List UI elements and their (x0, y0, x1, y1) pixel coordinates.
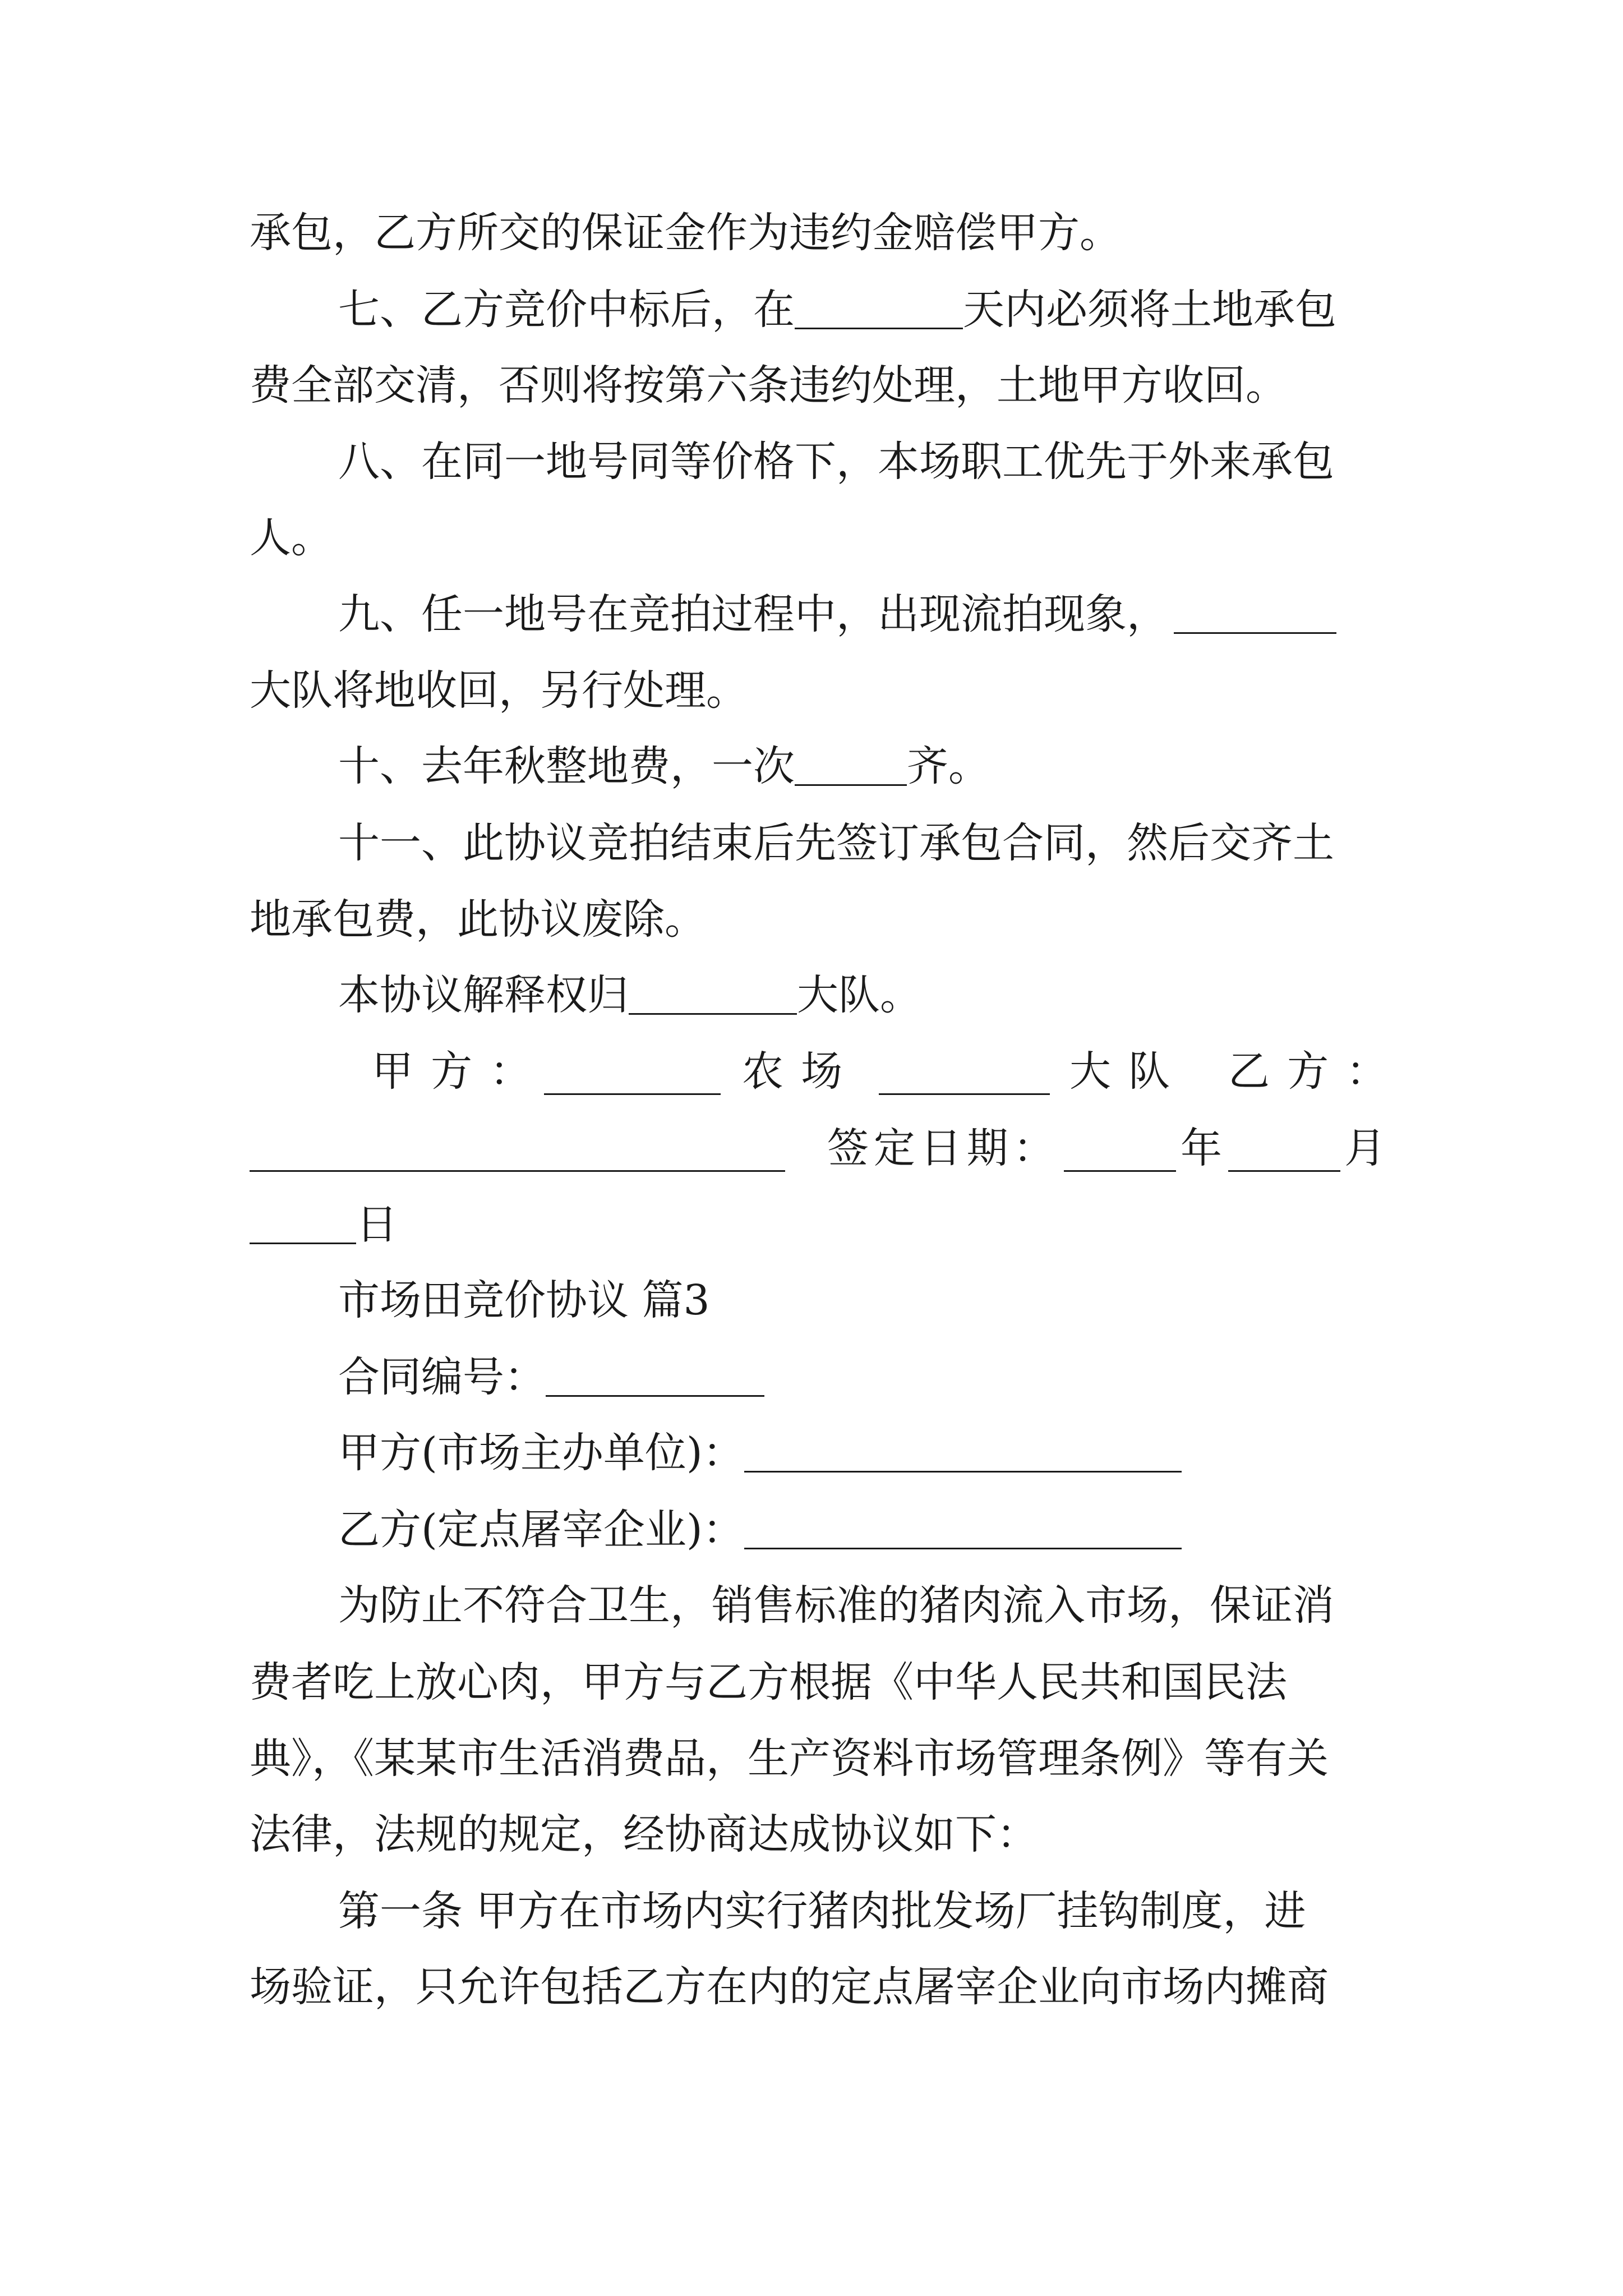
paragraph-text: 费全部交清，否则将按第六条违约处理，土地甲方收回。 (250, 361, 1287, 409)
farm-label: 农场 (742, 1047, 860, 1096)
fill-blank-days (795, 287, 963, 329)
paragraph-text: 典》，《某某市生活消费品，生产资料市场管理条例》等有关 (250, 1734, 1329, 1783)
paragraph-text: 九、任一地号在竞拍过程中，出现流拍现象， (338, 590, 1168, 638)
paragraph-text: 本协议解释权归 (338, 971, 629, 1019)
section-heading (250, 1269, 1386, 1331)
sign-date-line (250, 1117, 1386, 1179)
preamble-line-3 (250, 1728, 1386, 1789)
brigade-label: 大队 (1069, 1047, 1188, 1096)
clause-8-line-1 (250, 431, 1386, 493)
fill-blank-farm (544, 1053, 721, 1095)
paragraph-text: 八、在同一地号同等价格下，本场职工优先于外来承包 (338, 438, 1334, 486)
text-line (250, 202, 1386, 264)
party-b-line (250, 1499, 1386, 1561)
paragraph-text: 十一、此协议竞拍结束后先签订承包合同，然后交齐土 (338, 819, 1334, 867)
clause-7-line-1 (250, 279, 1386, 341)
paragraph-text: 第一条 甲方在市场内实行猪肉批发场厂挂钩制度，进 (338, 1887, 1306, 1935)
sign-date-label: 签定日期： (827, 1124, 1060, 1172)
contract-number-label: 合同编号： (338, 1353, 546, 1401)
month-label: 月 (1344, 1124, 1386, 1172)
section-title: 市场田竞价协议 篇3 (338, 1276, 710, 1324)
article-1-line-2 (250, 1956, 1386, 2018)
preamble-line-4 (250, 1803, 1386, 1865)
fill-blank-contract-number (546, 1355, 764, 1397)
paragraph-text: 十、去年秋整地费，一次 (338, 742, 795, 790)
party-a-line (250, 1422, 1386, 1484)
party-b-field-label: 乙方(定点屠宰企业)： (338, 1506, 744, 1554)
fill-blank-month (1228, 1130, 1340, 1172)
fill-blank-day (250, 1202, 356, 1244)
paragraph-text: 为防止不符合卫生，销售标准的猪肉流入市场，保证消 (338, 1581, 1334, 1630)
paragraph-text: 法律，法规的规定，经协商达成协议如下： (250, 1810, 1038, 1858)
fill-blank-party-b (744, 1507, 1182, 1549)
paragraph-text: 大队将地收回，另行处理。 (250, 666, 748, 715)
preamble-line-2 (250, 1651, 1386, 1713)
paragraph-text: 人。 (250, 514, 333, 562)
day-label: 日 (356, 1200, 398, 1249)
fill-blank-party-a (744, 1430, 1182, 1473)
day-line (250, 1194, 1386, 1255)
fill-blank-brigade (879, 1053, 1050, 1095)
fill-blank-brigade (629, 973, 797, 1015)
party-a-label: 甲方： (372, 1047, 549, 1096)
paragraph-text: 天内必须将土地承包 (963, 286, 1336, 334)
paragraph-text: 费者吃上放心肉，甲方与乙方根据《中华人民共和国民法 (250, 1658, 1287, 1706)
signature-line (250, 1041, 1405, 1102)
party-a-field-label: 甲方(市场主办单位)： (338, 1429, 744, 1477)
article-1-line-1 (250, 1880, 1386, 1942)
clause-8-line-2 (250, 507, 1386, 569)
paragraph-text: 大队。 (797, 971, 921, 1019)
fill-blank-party-b (250, 1130, 785, 1172)
paragraph-text: 七、乙方竞价中标后，在 (338, 286, 795, 334)
clause-9-line-1 (250, 583, 1386, 645)
paragraph-text: 场验证，只允许包括乙方在内的定点屠宰企业向市场内摊商 (250, 1963, 1329, 2011)
party-b-label: 乙方： (1228, 1047, 1405, 1096)
fill-blank-payment (795, 744, 907, 786)
preamble-line-1 (250, 1575, 1386, 1636)
contract-number-line (250, 1346, 1386, 1408)
clause-7-line-2 (250, 355, 1386, 416)
paragraph-text: 地承包费，此协议废除。 (250, 895, 706, 944)
paragraph-text: 承包，乙方所交的保证金作为违约金赔偿甲方。 (250, 209, 1121, 257)
year-label: 年 (1181, 1124, 1222, 1172)
clause-11-line-2 (250, 889, 1386, 950)
paragraph-text: 齐。 (907, 742, 990, 790)
clause-9-line-2 (250, 660, 1386, 721)
clause-11-line-1 (250, 812, 1386, 874)
fill-blank-year (1064, 1130, 1176, 1172)
fill-blank-brigade (1174, 592, 1336, 634)
clause-10-line (250, 735, 1386, 797)
interpretation-line (250, 964, 1386, 1026)
